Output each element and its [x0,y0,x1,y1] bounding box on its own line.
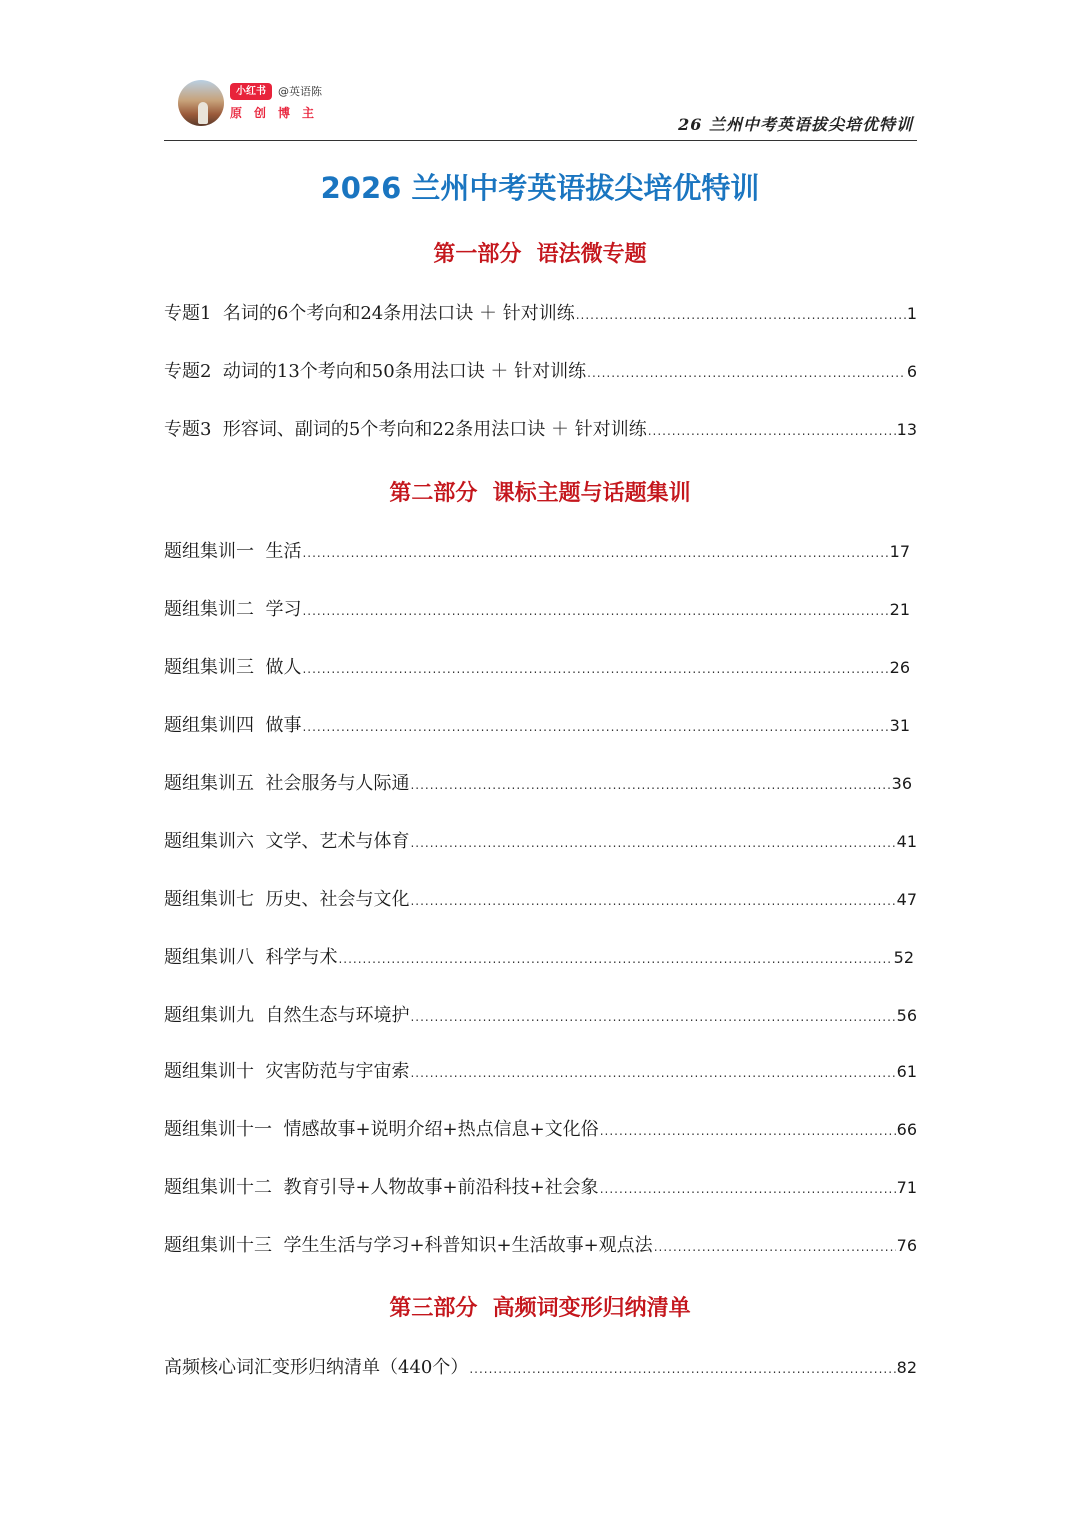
avatar-figure [198,102,208,124]
toc-entry[interactable] [164,538,910,566]
toc-entry[interactable] [164,654,910,682]
toc-entry-label: 题组集训十一 情感故事+说明介绍+热点信息+文化俗 [164,1119,599,1140]
avatar [178,80,224,126]
toc-entry-page: 61 [896,1062,917,1081]
toc-entry-page: 82 [896,1358,917,1377]
toc-dot-leader [587,359,906,387]
toc-entry-page: 76 [896,1236,917,1255]
toc-dot-leader [600,1175,896,1203]
toc-entry[interactable] [164,1002,917,1030]
toc-entry-page: 66 [896,1120,917,1139]
toc-dot-leader [302,655,888,683]
toc-dot-leader [302,539,888,567]
toc-entry-label: 题组集训六 文学、艺术与体育 [164,831,410,852]
toc-entry-page: 13 [896,420,917,439]
toc-entry-page: 6 [906,362,917,381]
toc-entry-label: 高频核心词汇变形归纳清单（440个） [164,1357,469,1378]
toc-dot-leader [410,771,890,799]
toc-dot-leader [410,829,895,857]
toc-dot-leader [576,301,906,329]
toc-entry-label: 题组集训五 社会服务与人际通 [164,773,410,794]
toc-dot-leader [410,1003,895,1031]
original-creator-badge: 原创博主 [230,106,327,120]
toc-entry[interactable] [164,712,910,740]
toc-dot-leader [302,597,888,625]
author-handle: @英语陈 [278,85,322,98]
toc-entry-label: 题组集训十三 学生生活与学习+科普知识+生活故事+观点法 [164,1235,653,1256]
toc-entry[interactable] [164,596,910,624]
toc-entry[interactable] [164,1116,917,1144]
toc-entry-page: 21 [889,600,910,619]
toc-entry-page: 71 [896,1178,917,1197]
xiaohongshu-logo: 小红书 [230,83,272,100]
toc-entry-page: 36 [891,774,912,793]
toc-entry-page: 31 [889,716,910,735]
toc-entry[interactable] [164,300,917,328]
toc-entry[interactable] [164,886,917,914]
toc-entry[interactable] [164,1058,917,1086]
toc-entry-page: 26 [889,658,910,677]
toc-entry-label: 题组集训九 自然生态与环境护 [164,1005,410,1026]
toc-entry-label: 题组集训十二 教育引导+人物故事+前沿科技+社会象 [164,1177,599,1198]
toc-entry[interactable] [164,1232,917,1260]
toc-entry[interactable] [164,770,912,798]
toc-entry-page: 47 [896,890,917,909]
toc-entry-page: 1 [906,304,917,323]
toc-entry[interactable] [164,828,917,856]
document-title: 2026 兰州中考英语拔尖培优特训 [320,171,760,205]
toc-entry[interactable] [164,1354,917,1382]
toc-dot-leader [600,1117,896,1145]
toc-entry[interactable] [164,1174,917,1202]
toc-dot-leader [410,1059,895,1087]
toc-entry-label: 题组集训二 学习 [164,599,302,620]
toc-entry-page: 52 [893,948,914,967]
page-header [164,74,917,141]
toc-entry-label: 题组集训十 灾害防范与宇宙索 [164,1061,410,1082]
toc-dot-leader [648,417,896,445]
toc-entry-label: 专题2 动词的13个考向和50条用法口诀 ＋ 针对训练 [164,361,587,382]
running-header-title: 26 兰州中考英语拔尖培优特训 [678,115,913,134]
toc-dot-leader [654,1233,896,1261]
toc-entry-label: 题组集训一 生活 [164,541,302,562]
toc-entry[interactable] [164,358,917,386]
toc-dot-leader [469,1355,895,1383]
toc-entry-label: 题组集训七 历史、社会与文化 [164,889,410,910]
toc-dot-leader [338,945,892,973]
toc-entry-page: 41 [896,832,917,851]
section-title-part-3: 第三部分 高频词变形归纳清单 [389,1296,691,1321]
toc-entry[interactable] [164,944,914,972]
toc-entry-page: 17 [889,542,910,561]
toc-entry-label: 题组集训三 做人 [164,657,302,678]
toc-entry[interactable] [164,416,917,444]
toc-dot-leader [410,887,895,915]
toc-entry-label: 专题3 形容词、副词的5个考向和22条用法口诀 ＋ 针对训练 [164,419,647,440]
toc-entry-label: 题组集训八 科学与术 [164,947,338,968]
toc-entry-label: 专题1 名词的6个考向和24条用法口诀 ＋ 针对训练 [164,303,575,324]
toc-entry-page: 56 [896,1006,917,1025]
toc-entry-label: 题组集训四 做事 [164,715,302,736]
section-title-part-1: 第一部分 语法微专题 [433,242,647,267]
section-title-part-2: 第二部分 课标主题与话题集训 [389,481,691,506]
toc-dot-leader [302,713,888,741]
